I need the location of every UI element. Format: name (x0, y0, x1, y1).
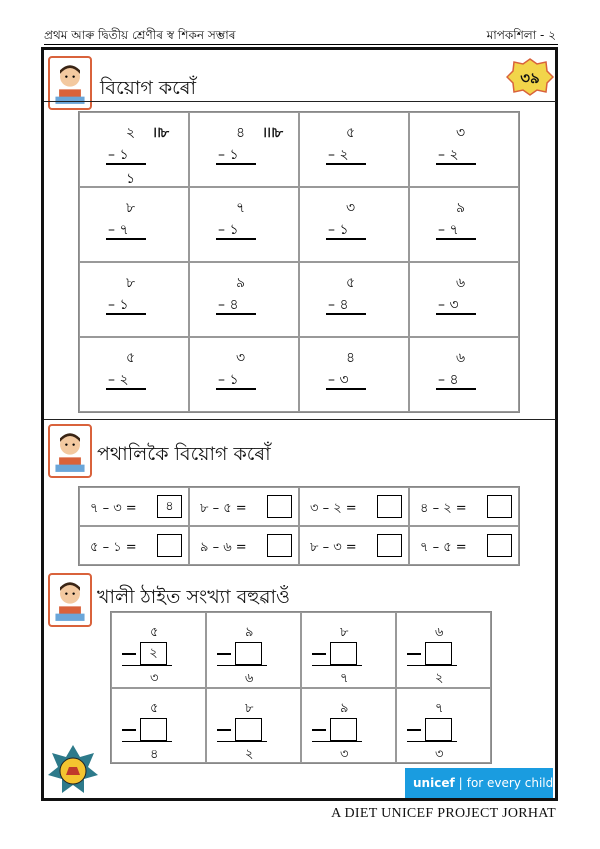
minus-sign (407, 653, 421, 655)
subtraction-problem (299, 112, 409, 187)
result-number: ৪ (150, 746, 159, 762)
result-number: ৭ (340, 671, 349, 686)
answer-line (407, 741, 457, 742)
tally-marks (248, 346, 262, 362)
subtrahend: – ৩ (438, 297, 459, 313)
minuend: ৪ (346, 350, 356, 366)
subtrahend: – ৩ (328, 372, 349, 388)
top-number: ৭ (435, 700, 444, 716)
equation-item (79, 526, 189, 565)
blank-box[interactable] (235, 718, 262, 741)
minuend: ৬ (456, 350, 466, 366)
unicef-tagline: for every child (466, 776, 554, 790)
top-number: ৯ (245, 625, 254, 640)
section2-rule (44, 419, 556, 420)
section1-title: বিয়োগ কৰোঁ (100, 77, 196, 99)
header-right-text: মাপকশিলা - ২ (486, 28, 556, 42)
minus-sign (217, 653, 231, 655)
subtraction-problem (299, 262, 409, 337)
minuend: ৫ (346, 125, 356, 141)
header-rule (44, 44, 558, 45)
equation-expression: ৮ – ৩ = (310, 540, 357, 555)
section2-title: পথালিকৈ বিয়োগ কৰোঁ (97, 443, 271, 465)
blank-box[interactable] (425, 642, 452, 665)
result-number: ২ (435, 671, 444, 686)
tally-marks (358, 271, 372, 287)
subtraction-problem (189, 187, 299, 262)
minuend: ৪ (236, 125, 246, 141)
blank-box[interactable] (330, 642, 357, 665)
subtraction-problem (79, 337, 189, 412)
header-left-text: প্ৰথম আৰু দ্বিতীয় শ্ৰেণীৰ স্ব শিকন সম্ভাৰ (44, 28, 236, 42)
minus-sign (312, 729, 326, 731)
footer-text: A DIET UNICEF PROJECT JORHAT (331, 806, 556, 821)
equation-item (189, 526, 299, 565)
answer-line (436, 313, 476, 315)
answer-line (122, 741, 172, 742)
missing-number-problem (206, 688, 301, 764)
minuend: ৮ (126, 275, 136, 291)
missing-number-problem (111, 612, 206, 688)
missing-number-problem (301, 612, 396, 688)
top-number: ৯ (340, 700, 349, 716)
top-number: ৮ (245, 700, 254, 716)
minus-sign (407, 729, 421, 731)
answer-line (436, 388, 476, 390)
missing-number-grid (110, 611, 492, 764)
equation-expression: ৩ – ২ = (310, 501, 357, 516)
tally-marks (138, 271, 152, 287)
blank-box[interactable] (140, 718, 167, 741)
minuend: ৯ (236, 275, 246, 291)
answer-line (312, 741, 362, 742)
answer-box[interactable] (267, 495, 292, 518)
subtraction-problem (79, 112, 189, 187)
page-number-badge (506, 58, 554, 96)
subtraction-problem (299, 187, 409, 262)
answer-line (326, 388, 366, 390)
answer-box[interactable] (377, 495, 402, 518)
subtraction-problem (189, 337, 299, 412)
subtraction-problem (409, 187, 519, 262)
result-number: ২ (245, 746, 254, 762)
minuend: ৯ (456, 200, 466, 216)
answer-line (326, 163, 366, 165)
minuend: ৫ (346, 275, 356, 291)
equation-grid (78, 486, 520, 566)
subtrahend: – ৭ (108, 222, 129, 238)
result-number: ৩ (340, 746, 349, 762)
answer-line (407, 665, 457, 666)
minus-sign (122, 653, 136, 655)
minus-sign (217, 729, 231, 731)
tally-marks (248, 196, 262, 212)
minus-sign (312, 653, 326, 655)
answer-box[interactable] (157, 534, 182, 557)
blank-box[interactable] (330, 718, 357, 741)
result-number: ৬ (245, 671, 254, 686)
tally-marks: ।।।৮ (262, 125, 283, 141)
subtrahend: – ৪ (438, 372, 459, 388)
answer-line (106, 163, 146, 165)
tally-marks (468, 121, 482, 137)
equation-expression: ৪ – ২ = (420, 501, 467, 516)
equation-expression: ৯ – ৬ = (200, 540, 247, 555)
tally-marks (468, 196, 482, 212)
subtrahend: – ২ (108, 372, 129, 388)
answer-line (436, 238, 476, 240)
missing-number-problem (396, 612, 491, 688)
minuend: ৬ (456, 275, 466, 291)
subtraction-problem (409, 337, 519, 412)
equation-item (409, 526, 519, 565)
answer-line (216, 163, 256, 165)
tally-marks (358, 346, 372, 362)
tally-marks (468, 271, 482, 287)
minus-sign (122, 729, 136, 731)
answer-line (326, 313, 366, 315)
tally-marks (358, 196, 372, 212)
page-number: ৩৯ (520, 69, 540, 87)
subtrahend: – ১ (108, 147, 129, 163)
minuend: ৫ (126, 350, 136, 366)
answer-box[interactable] (487, 495, 512, 518)
subtraction-problem (409, 112, 519, 187)
answer-line (106, 238, 146, 240)
answer-value[interactable]: ১ (126, 171, 136, 187)
tally-marks (138, 196, 152, 212)
missing-number-problem (111, 688, 206, 764)
equation-item (79, 487, 189, 526)
answer-line (106, 388, 146, 390)
student-avatar-icon (48, 573, 92, 627)
blank-box[interactable]: ২ (140, 642, 167, 665)
missing-number-problem (396, 688, 491, 764)
missing-number-problem (206, 612, 301, 688)
equation-expression: ৮ – ৫ = (200, 501, 247, 516)
answer-line (216, 388, 256, 390)
answer-line (217, 665, 267, 666)
subtrahend: – ২ (328, 147, 349, 163)
equation-item (189, 487, 299, 526)
missing-number-problem (301, 688, 396, 764)
equation-item (299, 487, 409, 526)
subtrahend: – ১ (328, 222, 349, 238)
answer-box[interactable] (377, 534, 402, 557)
unicef-logo-icon (405, 768, 553, 798)
diet-emblem-icon (46, 743, 100, 797)
minuend: ৩ (456, 125, 466, 141)
top-number: ৫ (150, 700, 159, 716)
minuend: ৭ (236, 200, 246, 216)
equation-item (299, 526, 409, 565)
subtraction-grid (78, 111, 520, 413)
subtrahend: – ৪ (218, 297, 239, 313)
section1-rule (44, 101, 556, 102)
equation-expression: ৭ – ৫ = (420, 540, 467, 555)
minuend: ৩ (346, 200, 356, 216)
answer-line (326, 238, 366, 240)
minuend: ২ (126, 125, 136, 141)
answer-line (217, 741, 267, 742)
student-avatar-icon (48, 424, 92, 478)
answer-line (122, 665, 172, 666)
answer-line (312, 665, 362, 666)
subtrahend: – ৪ (328, 297, 349, 313)
equation-expression: ৫ – ১ = (90, 540, 137, 555)
top-number: ৬ (435, 625, 444, 640)
subtrahend: – ৭ (438, 222, 459, 238)
subtrahend: – ১ (108, 297, 129, 313)
unicef-separator: | (458, 776, 463, 790)
section3-title: খালী ঠাইত সংখ্যা বহুৱাওঁ (97, 586, 291, 608)
top-number: ৮ (340, 625, 349, 640)
subtrahend: – ২ (438, 147, 459, 163)
subtraction-problem (409, 262, 519, 337)
result-number: ৩ (435, 746, 444, 762)
subtrahend: – ১ (218, 222, 239, 238)
result-number: ৩ (150, 671, 159, 686)
subtraction-problem (299, 337, 409, 412)
answer-box[interactable] (267, 534, 292, 557)
answer-line (216, 313, 256, 315)
blank-box[interactable] (425, 718, 452, 741)
subtrahend: – ১ (218, 147, 239, 163)
subtraction-problem (189, 112, 299, 187)
subtraction-problem (79, 187, 189, 262)
minuend: ৮ (126, 200, 136, 216)
answer-line (436, 163, 476, 165)
blank-box[interactable] (235, 642, 262, 665)
tally-marks (358, 121, 372, 137)
tally-marks: ।।৮ (152, 125, 169, 141)
answer-line (216, 238, 256, 240)
subtrahend: – ১ (218, 372, 239, 388)
tally-marks (138, 346, 152, 362)
tally-marks (468, 346, 482, 362)
subtraction-problem (79, 262, 189, 337)
tally-marks (248, 271, 262, 287)
equation-item (409, 487, 519, 526)
subtraction-problem (189, 262, 299, 337)
answer-box[interactable] (487, 534, 512, 557)
unicef-brand: unicef (413, 776, 455, 790)
minuend: ৩ (236, 350, 246, 366)
answer-box[interactable]: ৪ (157, 495, 182, 518)
answer-line (106, 313, 146, 315)
top-number: ৫ (150, 625, 159, 640)
equation-expression: ৭ – ৩ = (90, 501, 137, 516)
